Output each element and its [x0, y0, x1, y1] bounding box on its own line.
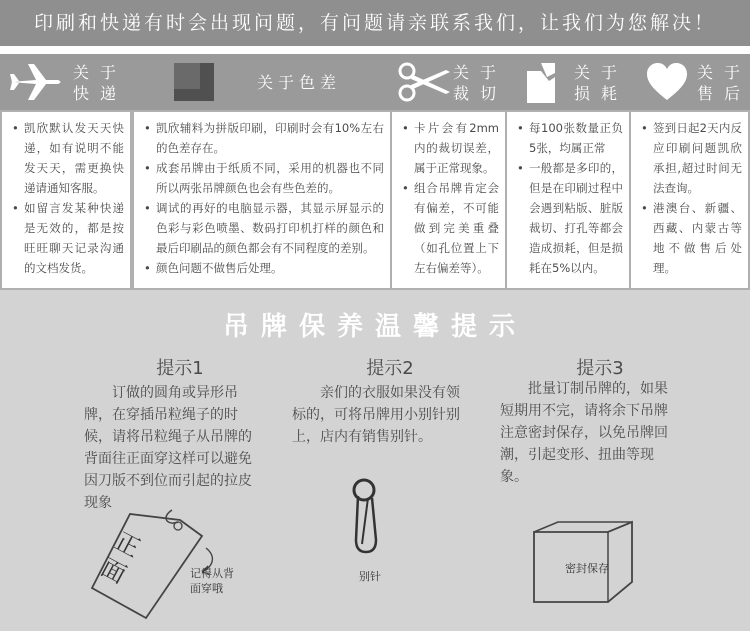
header-cutting-label	[450, 62, 502, 104]
box-label: 密封保存	[565, 562, 609, 575]
header-aftersale	[631, 54, 750, 110]
delivery-item: • 如留言发某种快递是无效的，都是按旺旺聊天记录沟通的文档发货。	[12, 198, 124, 278]
header-cutting-line1: 关 于	[452, 63, 500, 82]
header-aftersale-label	[693, 62, 747, 104]
color-item: • 成套吊牌由于纸质不同，采用的机器也不同所以两张吊牌颜色也会有些色差的。	[144, 158, 384, 198]
airplane-icon	[6, 62, 64, 102]
header-loss	[507, 54, 629, 110]
tip2-title: 提示2	[366, 358, 414, 379]
header-color	[134, 54, 390, 110]
safety-pin-icon	[348, 478, 388, 558]
tip2-body: 亲们的衣服如果没有领标的，可将吊牌用小别针别上，店内有销售别针。	[292, 385, 460, 445]
top-banner: 印刷和快递有时会出现问题，有问题请亲联系我们，让我们为您解决！	[0, 0, 750, 46]
header-loss-line1: 关 于	[573, 63, 621, 82]
tag-front-text: 正面	[96, 526, 145, 590]
header-cutting-line2: 裁 切	[452, 84, 500, 103]
color-item: • 调试的再好的电脑显示器，其显示屏显示的色彩与彩色喷墨、数码打印机打样的颜色和最后印刷品的颜色都会有不同程度的差别。	[144, 198, 384, 258]
section-headers	[0, 54, 750, 110]
header-loss-label	[569, 62, 625, 104]
pin-label: 别针	[359, 570, 381, 583]
cutting-item: • 组合吊牌肯定会有偏差，不可能做到完美重叠（如孔位置上下左右偏差等）。	[402, 178, 499, 278]
color-item: • 颜色问题不做售后处理。	[144, 258, 384, 278]
tip1-title: 提示1	[156, 358, 204, 379]
header-aftersale-line2: 售 后	[696, 84, 744, 103]
color-swatch-icon	[174, 63, 214, 101]
aftersale-item: • 港澳台、新疆、西藏、内蒙古等地不做售后处理。	[641, 198, 742, 278]
header-color-label: 关于色差	[256, 73, 341, 92]
loss-item: • 每100张数量正负5张，均属正常	[517, 118, 623, 158]
header-cutting	[392, 54, 505, 110]
column-loss	[507, 112, 629, 288]
header-aftersale-line1: 关 于	[696, 63, 744, 82]
section-columns	[0, 110, 750, 290]
tip3-title: 提示3	[576, 358, 624, 379]
header-delivery-label	[66, 62, 126, 104]
color-item: • 凯欣辅料为拼版印刷，印刷时会有10%左右的色差存在。	[144, 118, 384, 158]
tip3-body: 批量订制吊牌的，如果短期用不完，请将余下吊牌注意密封保存，以免吊牌回潮，引起变形、扭曲等现象。	[500, 381, 668, 485]
header-loss-line2: 损 耗	[573, 84, 621, 103]
column-delivery	[2, 112, 130, 288]
header-delivery-line2: 快 递	[72, 84, 120, 103]
header-delivery	[0, 54, 132, 110]
column-color	[134, 112, 390, 288]
aftersale-item: • 签到日起2天内反应印刷问题凯欣承担,超过时间无法查询。	[641, 118, 742, 198]
care-tips-section	[0, 290, 750, 631]
header-delivery-line1: 关 于	[72, 63, 120, 82]
loss-item: • 一般都是多印的，但是在印刷过程中会遇到粘版、脏版裁切、打孔等都会造成损耗，但是损耗在5%以内。	[517, 158, 623, 278]
column-aftersale	[631, 112, 748, 288]
tip1-body: 订做的圆角或异形吊牌，在穿插吊粒绳子的时候，请将吊粒绳子从吊牌的背面往正面穿这样可以避免因刀版不到位而引起的拉皮现象	[84, 385, 252, 511]
cutting-item: • 卡片会有2mm内的裁切误差，属于正常现象。	[402, 118, 499, 178]
column-cutting	[392, 112, 505, 288]
delivery-item: • 凯欣默认发天天快递，如有说明不能发天天，需更换快递请通知客服。	[12, 118, 124, 198]
tag-note: 记得从背面穿哦	[190, 567, 234, 595]
torn-paper-icon	[521, 59, 561, 105]
banner-gap	[0, 46, 750, 54]
heart-icon	[645, 62, 689, 102]
scissors-icon	[396, 60, 452, 104]
care-title: 吊牌保养温馨提示	[222, 312, 527, 342]
